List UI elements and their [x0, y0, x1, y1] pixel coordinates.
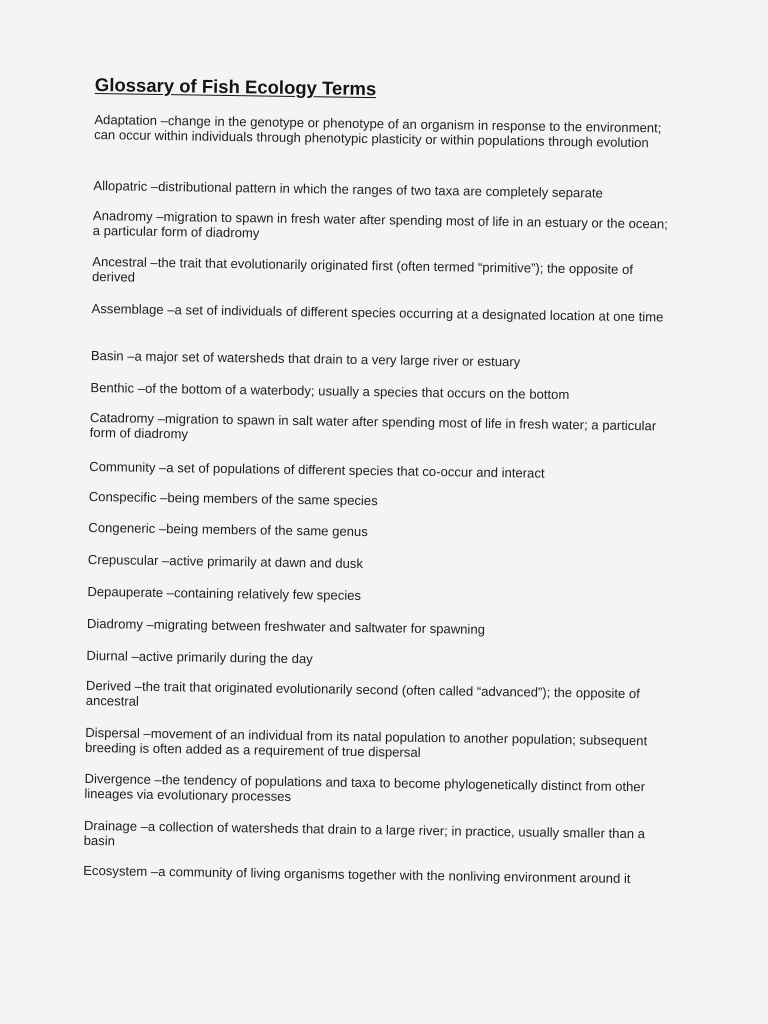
entry-term: Diurnal [86, 647, 129, 664]
entry-term: Benthic [90, 379, 135, 396]
entry-definition: – the trait that originated evolutionarily second (often called “advanced”); the opposite of ancestral [86, 679, 640, 709]
glossary-entry-community [89, 459, 669, 483]
entry-term: Diadromy [86, 615, 144, 632]
glossary-entry-anadromy [93, 208, 673, 247]
entry-definition: – movement of an individual from its natal population to another population; subsequent breeding is often added as a requirement of true dispersal [85, 726, 647, 760]
entry-definition: – being members of the same genus [155, 521, 368, 539]
entry-term: Ecosystem [83, 862, 148, 879]
entry-definition: – active primarily during the day [128, 649, 313, 667]
entry-term: Congeneric [88, 519, 156, 536]
entry-term: Catadromy [89, 409, 155, 426]
entry-term: Assemblage [91, 300, 164, 318]
glossary-entry-divergence [84, 771, 664, 810]
glossary-entry-crepuscular [88, 552, 668, 576]
page-title: Glossary of Fish Ecology Terms [94, 74, 377, 100]
entry-definition: – change in the genotype or phenotype of an organism in response to the environment; can occur within individuals through phenotypic plasticity or within populations through evolution [94, 113, 661, 150]
entry-definition: – a set of individuals of different species occurring at a designated location at one time [164, 302, 664, 324]
entry-term: Basin [90, 347, 124, 364]
entry-definition: – being members of the same species [156, 490, 377, 508]
glossary-entry-diadromy [87, 616, 667, 640]
glossary-entry-conspecific [89, 489, 669, 513]
entry-definition: – a set of populations of different species that co-occur and interact [155, 460, 544, 481]
entry-term: Allopatric [93, 177, 148, 194]
glossary-entry-diurnal [86, 648, 666, 672]
entry-term: Conspecific [88, 488, 157, 505]
entry-definition: – distributional pattern in which the ranges of two taxa are completely separate [147, 179, 603, 201]
glossary-entry-assemblage [91, 301, 671, 325]
glossary-entry-catadromy [90, 410, 670, 449]
entry-term: Divergence [84, 770, 151, 787]
entry-term: Adaptation [94, 111, 158, 128]
glossary-entry-derived [86, 678, 666, 717]
glossary-entry-depauperate [87, 584, 667, 608]
entry-definition: – migration to spawn in fresh water after spending most of life in an estuary or the ocean; a particular form of diadromy [93, 209, 668, 241]
entry-definition: – migrating between freshwater and saltwater for spawning [143, 617, 485, 637]
entry-term: Derived [85, 677, 132, 694]
entry-definition: – containing relatively few species [163, 585, 361, 603]
glossary-entry-allopatric [93, 178, 673, 202]
entry-definition: – the tendency of populations and taxa to become phylogenetically distinct from other lineages via evolutionary processes [84, 772, 645, 804]
glossary-entry-ancestral [92, 254, 672, 293]
entry-term: Dispersal [85, 724, 140, 741]
glossary-entry-benthic [90, 380, 670, 404]
entry-definition: – the trait that evolutionarily originated first (often termed “primitive”); the opposite of derived [92, 255, 633, 285]
entry-term: Ancestral [92, 253, 147, 270]
entry-definition: – a community of living organisms together with the nonliving environment around it [147, 864, 630, 886]
glossary-entry-drainage [84, 818, 664, 857]
entry-term: Anadromy [92, 207, 153, 224]
entry-definition: – of the bottom of a waterbody; usually a species that occurs on the bottom [134, 381, 569, 402]
glossary-entry-adaptation [94, 112, 674, 151]
glossary-entry-congeneric [88, 520, 668, 544]
glossary-entry-ecosystem [83, 863, 663, 887]
entry-term: Community [89, 458, 156, 475]
entry-term: Drainage [83, 817, 138, 834]
glossary-entry-basin [91, 348, 671, 372]
entry-definition: – migration to spawn in salt water after spending most of life in fresh water; a particular form of diadromy [90, 411, 657, 442]
entry-definition: – a collection of watersheds that drain to a large river; in practice, usually smaller than a basin [84, 819, 646, 849]
entry-term: Depauperate [87, 583, 164, 601]
entry-definition: – active primarily at dawn and dusk [158, 553, 363, 571]
entry-term: Crepuscular [87, 551, 159, 568]
glossary-entry-dispersal [85, 725, 665, 764]
entry-definition: – a major set of watersheds that drain to a very large river or estuary [124, 348, 521, 369]
